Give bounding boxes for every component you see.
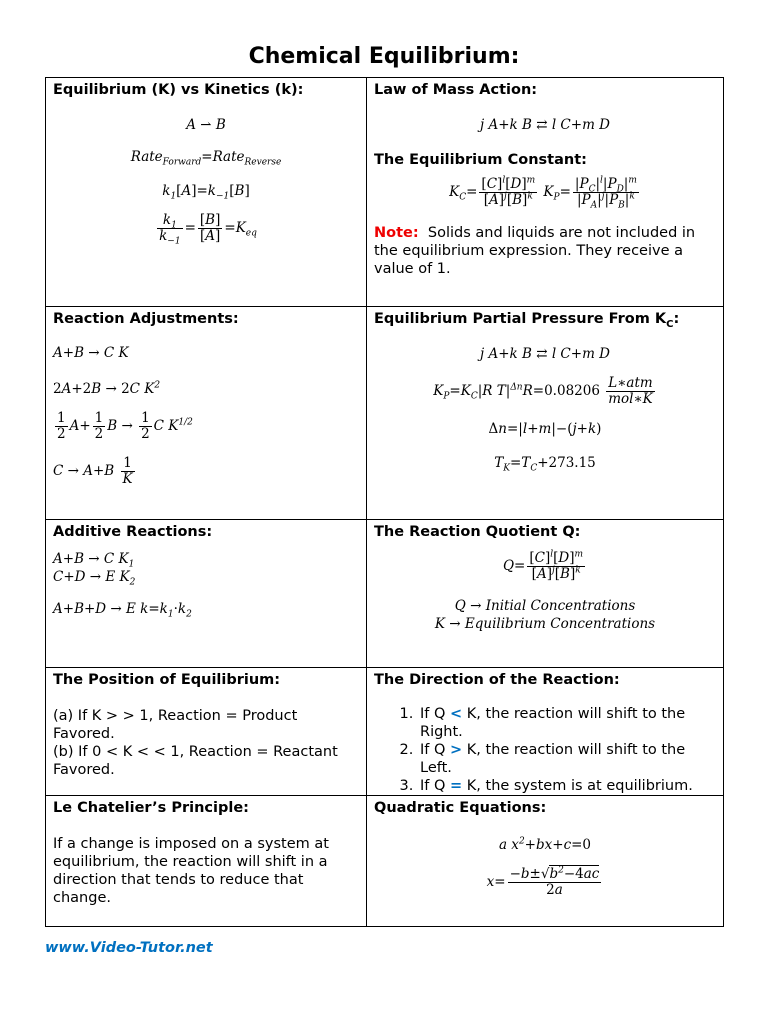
cell-heading: Quadratic Equations:	[374, 800, 547, 816]
formula-general-reaction-2: j A+k B ⇄ l C+m D	[479, 346, 610, 362]
cell-partial-pressure	[367, 307, 724, 520]
note-text: Solids and liquids are not included in the equilibrium expression. They receive a value of 1.	[374, 225, 696, 277]
page-title: Chemical Equilibrium:	[248, 44, 520, 69]
position-line-a: (a) If K > > 1, Reaction = Product Favored.	[53, 708, 298, 742]
operator-less: <	[450, 706, 463, 722]
note-label: Note:	[374, 225, 419, 241]
equilibrium-table	[45, 77, 724, 927]
le-chatelier-text: If a change is imposed on a system at equilibrium, the reaction will shift in a direction that tends to reduce that change.	[53, 836, 329, 906]
cell-heading: Law of Mass Action:	[374, 82, 538, 98]
note-paragraph	[374, 224, 716, 278]
cell-heading: The Position of Equilibrium:	[53, 672, 281, 688]
formula-adjust-4: C → A+B $\frac{1}{K}$	[53, 455, 133, 487]
cell-additive-reactions	[46, 520, 367, 668]
formula-adjust-2: 2A+2B → 2C $K^2$	[53, 380, 161, 397]
formula-quadratic: a $x^2+bx+c=0$	[498, 836, 592, 853]
formula-additive-2: C+D → E $K_2$	[53, 569, 136, 588]
cell-heading: Reaction Adjustments:	[53, 311, 239, 327]
formula-kc-kp: $K_C=$ $\frac{[C]^l[D]^m}{[A]^j[B]^k}$ $K_P=$ $\frac{|P_C|^l|P_D|^m}{|P_A|^j|P_B|^k}$	[449, 175, 637, 211]
formula-quadratic-solution: x= $\frac{-b\pm√b^2-4ac}{2a}$	[486, 865, 600, 898]
direction-list	[374, 705, 716, 795]
cell-direction-of-reaction	[367, 668, 724, 796]
formula-delta-n: Δn=|l+m|−(j+k)	[488, 421, 602, 437]
formula-adjust-3: $\frac{1}{2}$ A+ $\frac{1}{2}$ B → $\frac{1}{2}$ C $K^{1/2}$	[57, 410, 193, 442]
footer-link[interactable]: www.Video-Tutor.net	[45, 940, 213, 956]
formula-keq: $\frac{k_1}{k_{-1}}$ = $\frac{[B]}{[A]}$ $=K_{eq}$	[159, 212, 257, 247]
position-line-b: (b) If 0 < K < < 1, Reaction = Reactant Favored.	[53, 744, 338, 778]
cell-heading: The Direction of the Reaction:	[374, 672, 620, 688]
cell-heading: Equilibrium (K) vs Kinetics (k):	[53, 82, 304, 98]
cell-law-of-mass-action	[367, 78, 724, 307]
formula-general-reaction: j A+k B ⇄ l C+m D	[479, 117, 610, 133]
formula-temperature: $T_K=T_C+273.15$	[494, 455, 596, 474]
formula-q: Q= $\frac{[C]^l[D]^m}{[A]^j[B]^k}$	[502, 549, 584, 582]
cell-equilibrium-vs-kinetics	[46, 78, 367, 307]
cell-heading: Le Chatelier’s Principle:	[53, 800, 249, 816]
formula-adjust-1: A+B → C K	[53, 345, 129, 361]
formula-additive-3: A+B+D → E $k=k_1\cdot k_2$	[53, 601, 192, 620]
operator-equal: =	[450, 778, 463, 794]
list-item: 1. If Q < K, the reaction will shift to the Right.	[418, 705, 716, 741]
list-item: 2. If Q > K, the reaction will shift to the Left.	[418, 741, 716, 777]
formula-k1a-equals-k-1b: $k_1[A]=k_{-1}[B]$	[162, 183, 250, 202]
cell-reaction-quotient	[367, 520, 724, 668]
cell-heading: Equilibrium Partial Pressure From $K_C$:	[374, 311, 680, 330]
list-item: 3. If Q = K, the system is at equilibrium.	[418, 777, 716, 795]
formula-additive-1: A+B → C $K_1$	[53, 551, 135, 570]
formula-kp-kc: $K_P=K_C|R$ $T|^{\Delta n}R=0.08206$ $\frac{\text{L∗atm}}{\text{mol∗K}}$	[433, 375, 653, 407]
cell-position-of-equilibrium	[46, 668, 367, 796]
k-meaning: K → Equilibrium Concentrations	[434, 616, 656, 632]
cell-quadratic-equations	[367, 796, 724, 927]
formula-a-to-b: A ⇀ B	[186, 117, 226, 133]
cell-le-chatelier	[46, 796, 367, 927]
cell-heading: Additive Reactions:	[53, 524, 213, 540]
equilibrium-constant-heading: The Equilibrium Constant:	[374, 152, 587, 168]
cell-reaction-adjustments	[46, 307, 367, 520]
cell-heading: The Reaction Quotient Q:	[374, 524, 581, 540]
q-meaning: Q → Initial Concentrations	[454, 598, 636, 614]
operator-greater: >	[450, 742, 463, 758]
formula-rate-equality: Rate$_{Forward}$=Rate$_{Reverse}$	[130, 149, 282, 168]
